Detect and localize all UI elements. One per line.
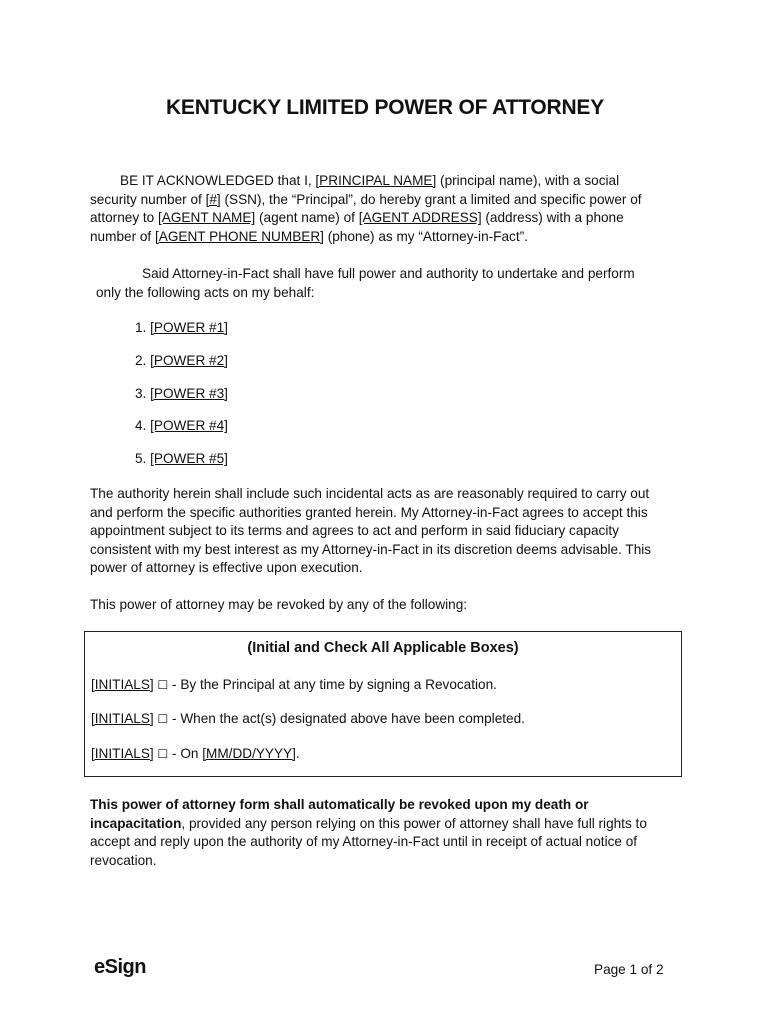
powers-list	[135, 319, 228, 483]
power-number: 2.	[135, 352, 151, 368]
power-number: 4.	[135, 418, 151, 434]
power-item-1	[135, 319, 228, 352]
death-clause-text: , provided any person relying on this power of attorney shall have full rights to accept and reply upon the authority of my Attorney-in-Fact until in receipt of actual notice of revocation.	[90, 815, 647, 868]
power-number: 3.	[135, 385, 151, 401]
intro-text: (SSN), the “Principal”, do hereby grant a limited and specific power of attorney to	[90, 191, 642, 226]
intro-text: (address) with a phone number of	[90, 210, 624, 244]
revocation-option-1	[91, 676, 497, 694]
esign-logo: eSign	[94, 956, 146, 978]
power-item-2	[135, 352, 228, 385]
revocation-box-title: (Initial and Check All Applicable Boxes)	[247, 640, 519, 656]
intro-text: BE IT ACKNOWLEDGED that I,	[120, 173, 316, 188]
initials-field[interactable]: [INITIALS]	[91, 711, 154, 726]
power-field[interactable]: [POWER #5]	[150, 451, 228, 467]
agent-address-field[interactable]: [AGENT ADDRESS]	[358, 210, 482, 226]
power-item-3	[135, 385, 228, 418]
initials-field[interactable]: [INITIALS]	[91, 746, 154, 761]
authority-text: Said Attorney-in-Fact shall have full power and authority to undertake and perform only the following acts on my behalf:	[96, 266, 635, 300]
option-text: .	[295, 746, 300, 761]
intro-text: (agent name) of	[255, 210, 359, 226]
checkbox-icon[interactable]: ☐	[157, 678, 169, 692]
page-number: Page 1 of 2	[594, 962, 664, 977]
revocation-option-2	[91, 710, 525, 728]
revocation-box	[84, 631, 682, 777]
revoke-intro: This power of attorney may be revoked by any of the following:	[90, 597, 468, 612]
power-field[interactable]: [POWER #4]	[150, 418, 228, 434]
revocation-option-3	[91, 745, 300, 763]
option-text: - On	[168, 746, 203, 761]
intro-text: (phone) as my “Attorney-in-Fact”.	[323, 228, 528, 244]
principal-name-field[interactable]: [PRINCIPAL NAME]	[315, 173, 437, 188]
agent-name-field[interactable]: [AGENT NAME]	[158, 210, 256, 226]
incidental-paragraph: The authority herein shall include such incidental acts as are reasonably required to carry out and perform the specific authorities granted herein. My Attorney-in-Fact agrees to accept this appointment subject to its terms and agrees to act and perform in said fiduciary capacity consistent with my best interest as my Attorney-in-Fact in its discretion deems advisable. This power of attorney is effective upon execution.	[90, 486, 652, 576]
checkbox-icon[interactable]: ☐	[157, 747, 169, 761]
death-clause-paragraph	[90, 796, 670, 870]
intro-text: (principal name), with a social security number of	[90, 173, 620, 207]
death-clause-bold: This power of attorney form shall automatically be revoked upon my death or incapacitation	[90, 797, 589, 831]
power-item-5	[135, 450, 228, 483]
power-field[interactable]: [POWER #2]	[150, 352, 228, 368]
intro-paragraph	[90, 172, 650, 246]
power-number: 1.	[135, 320, 151, 335]
authority-paragraph	[96, 265, 656, 302]
option-text: - When the act(s) designated above have been completed.	[168, 711, 525, 726]
option-text: - By the Principal at any time by signing a Revocation.	[168, 677, 497, 692]
document-title: KENTUCKY LIMITED POWER OF ATTORNEY	[165, 96, 605, 119]
power-field[interactable]: [POWER #1]	[150, 320, 228, 335]
power-number: 5.	[135, 451, 151, 467]
ssn-field[interactable]: [#]	[205, 191, 221, 207]
checkbox-icon[interactable]: ☐	[157, 712, 169, 726]
power-item-4	[135, 417, 228, 450]
date-field[interactable]: [MM/DD/YYYY]	[202, 746, 296, 761]
power-field[interactable]: [POWER #3]	[150, 385, 228, 401]
agent-phone-field[interactable]: [AGENT PHONE NUMBER]	[154, 228, 324, 244]
initials-field[interactable]: [INITIALS]	[91, 677, 154, 692]
